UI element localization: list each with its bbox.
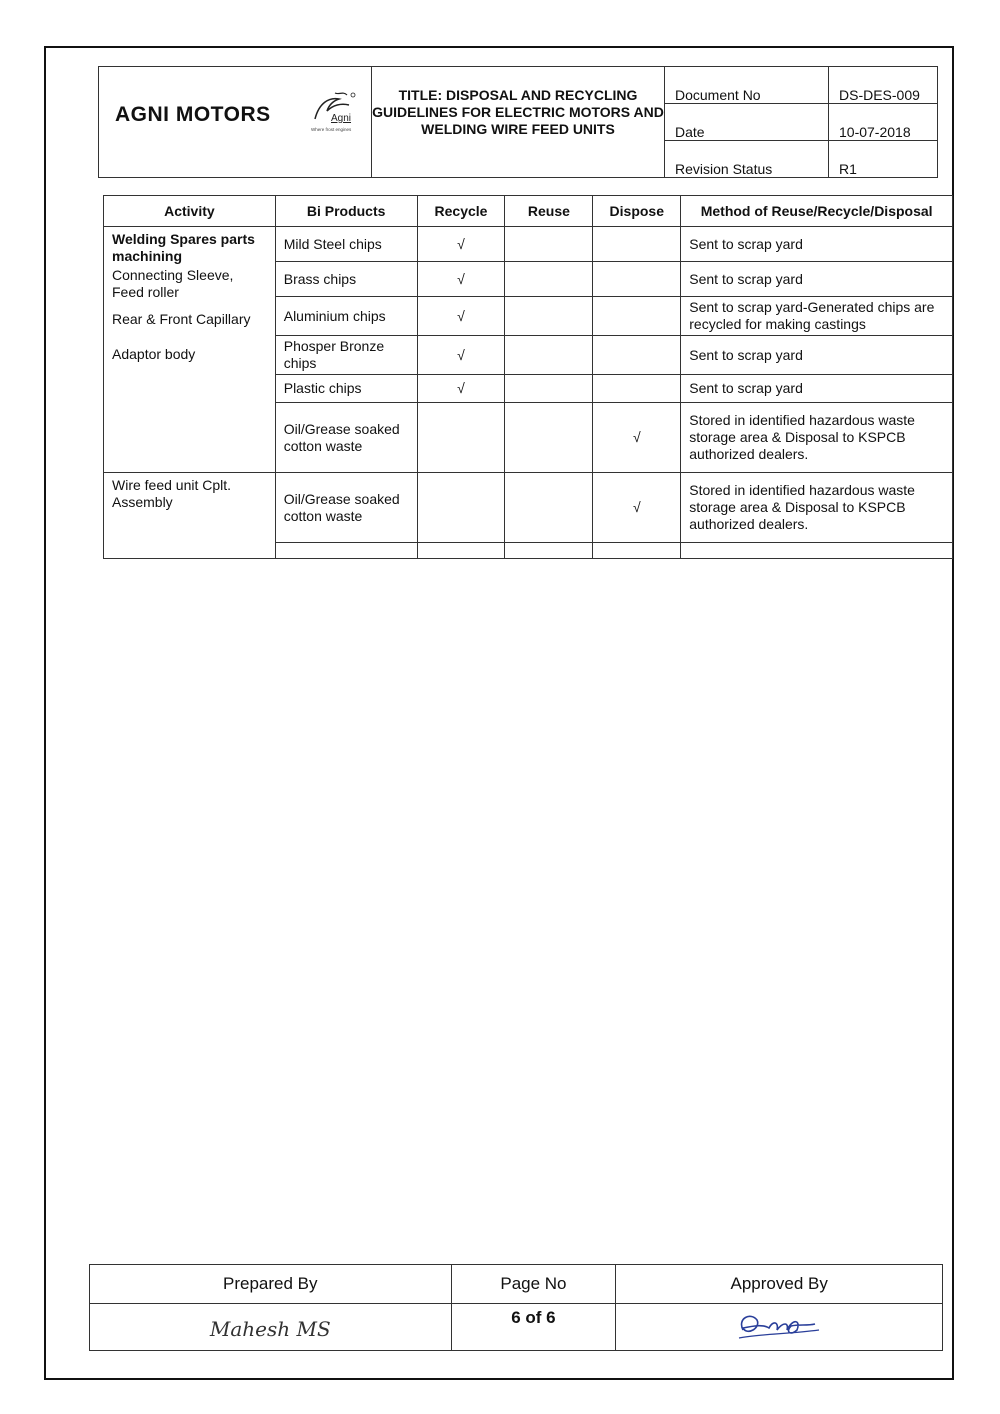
activity-line: Adaptor body bbox=[112, 346, 196, 362]
method-cell: Stored in identified hazardous waste storage area & Disposal to KSPCB authorized dealers. bbox=[681, 403, 953, 473]
recycle-cell bbox=[417, 473, 505, 543]
revision-label: Revision Status bbox=[665, 141, 829, 178]
activity-title: Welding Spares parts machining bbox=[112, 231, 255, 264]
activity-line: Rear & Front Capillary bbox=[112, 311, 251, 327]
recycle-cell bbox=[417, 403, 505, 473]
dispose-cell bbox=[593, 227, 681, 262]
logo-text: Agni bbox=[331, 113, 352, 124]
reuse-cell bbox=[505, 227, 593, 262]
product-cell: Brass chips bbox=[275, 262, 417, 297]
disposal-table bbox=[103, 195, 953, 559]
table-header-row bbox=[104, 196, 953, 227]
method-cell: Sent to scrap yard-Generated chips are recycled for making castings bbox=[681, 297, 953, 336]
prepared-signature-text: Mahesh MS bbox=[209, 1316, 331, 1341]
logo-tagline: Where frost engines bbox=[311, 127, 352, 132]
approved-signature-icon bbox=[729, 1308, 829, 1344]
doc-no-label: Document No bbox=[665, 67, 829, 104]
recycle-cell: √ bbox=[417, 297, 505, 336]
recycle-cell: √ bbox=[417, 336, 505, 375]
method-cell: Sent to scrap yard bbox=[681, 262, 953, 297]
activity-cell-wire-feed: Wire feed unit Cplt. Assembly bbox=[104, 473, 276, 559]
col-reuse: Reuse bbox=[505, 196, 593, 227]
approved-by-label: Approved By bbox=[616, 1265, 943, 1304]
dispose-cell: √ bbox=[593, 473, 681, 543]
reuse-cell bbox=[505, 336, 593, 375]
reuse-cell bbox=[505, 375, 593, 403]
method-cell: Sent to scrap yard bbox=[681, 375, 953, 403]
col-method: Method of Reuse/Recycle/Disposal bbox=[681, 196, 953, 227]
company-name: AGNI MOTORS bbox=[115, 103, 271, 126]
date-value: 10-07-2018 bbox=[829, 104, 938, 141]
product-cell: Mild Steel chips bbox=[275, 227, 417, 262]
table-row bbox=[104, 473, 953, 543]
page-no-label: Page No bbox=[451, 1265, 616, 1304]
product-cell: Plastic chips bbox=[275, 375, 417, 403]
page-number: 6 of 6 bbox=[451, 1304, 616, 1351]
activity-line: Connecting Sleeve, Feed roller bbox=[112, 267, 234, 300]
signature-footer bbox=[89, 1264, 943, 1351]
prepared-by-label: Prepared By bbox=[90, 1265, 452, 1304]
reuse-cell bbox=[505, 403, 593, 473]
activity-cell-welding bbox=[104, 227, 276, 473]
agni-logo-icon bbox=[309, 89, 357, 133]
product-cell: Oil/Grease soaked cotton waste bbox=[275, 403, 417, 473]
recycle-cell: √ bbox=[417, 262, 505, 297]
doc-no-value: DS-DES-009 bbox=[829, 67, 938, 104]
col-dispose: Dispose bbox=[593, 196, 681, 227]
date-label: Date bbox=[665, 104, 829, 141]
reuse-cell bbox=[505, 297, 593, 336]
col-bi-products: Bi Products bbox=[275, 196, 417, 227]
method-cell: Stored in identified hazardous waste storage area & Disposal to KSPCB authorized dealers. bbox=[681, 473, 953, 543]
logo-cell bbox=[99, 67, 372, 178]
method-cell: Sent to scrap yard bbox=[681, 336, 953, 375]
recycle-cell: √ bbox=[417, 375, 505, 403]
dispose-cell: √ bbox=[593, 403, 681, 473]
reuse-cell bbox=[505, 262, 593, 297]
prepared-signature bbox=[90, 1304, 452, 1351]
dispose-cell bbox=[593, 375, 681, 403]
product-cell: Oil/Grease soaked cotton waste bbox=[275, 473, 417, 543]
col-activity: Activity bbox=[104, 196, 276, 227]
revision-value: R1 bbox=[829, 141, 938, 178]
dispose-cell bbox=[593, 297, 681, 336]
approved-signature bbox=[616, 1304, 943, 1351]
product-cell: Aluminium chips bbox=[275, 297, 417, 336]
method-cell: Sent to scrap yard bbox=[681, 227, 953, 262]
col-recycle: Recycle bbox=[417, 196, 505, 227]
product-cell: Phosper Bronze chips bbox=[275, 336, 417, 375]
reuse-cell bbox=[505, 473, 593, 543]
recycle-cell: √ bbox=[417, 227, 505, 262]
dispose-cell bbox=[593, 262, 681, 297]
document-header bbox=[98, 66, 938, 178]
dispose-cell bbox=[593, 336, 681, 375]
table-row bbox=[104, 227, 953, 262]
document-title: TITLE: DISPOSAL AND RECYCLING GUIDELINES FOR ELECTRIC MOTORS AND WELDING WIRE FEED UNITS bbox=[372, 67, 665, 178]
